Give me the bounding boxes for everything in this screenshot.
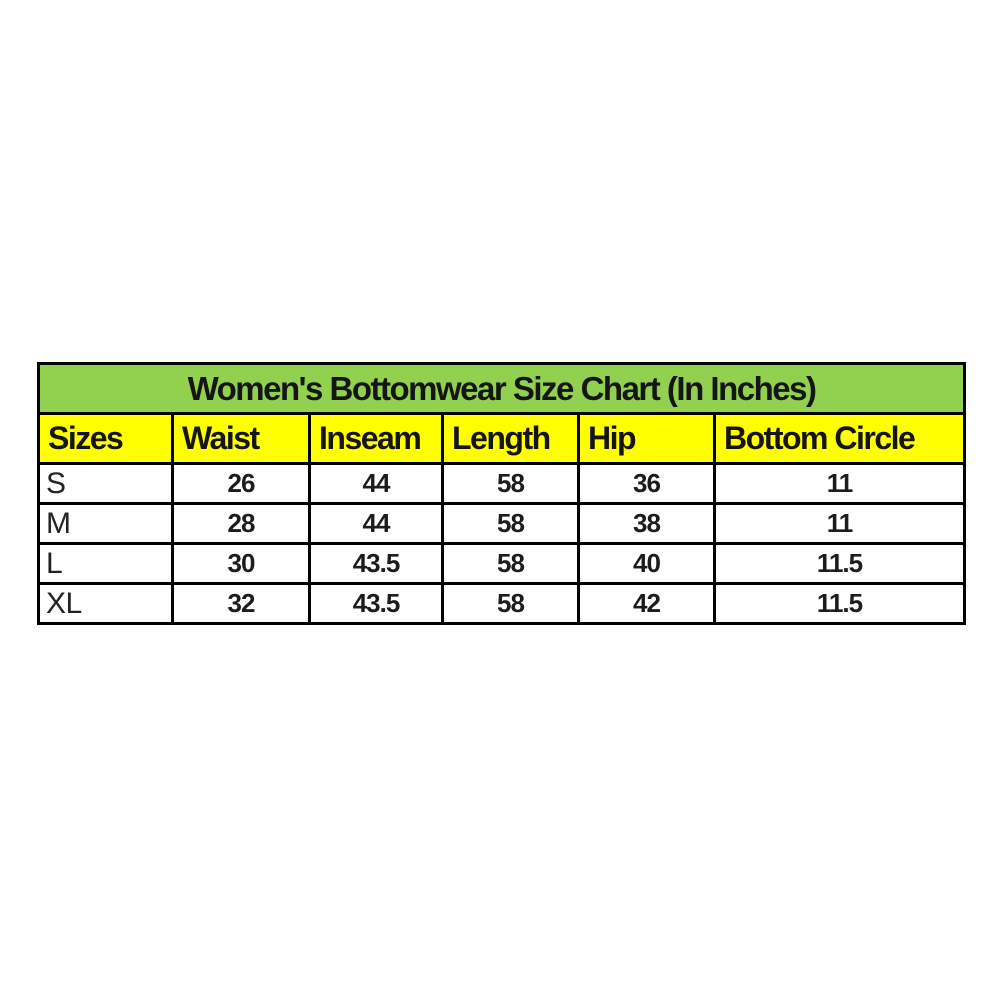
table-head	[39, 364, 965, 464]
length-value: 58	[443, 504, 579, 544]
table-title: Women's Bottomwear Size Chart (In Inches)	[39, 364, 965, 414]
waist-value: 26	[173, 464, 310, 504]
inseam-value: 43.5	[310, 544, 443, 584]
size-chart-table	[37, 362, 966, 625]
bottom-circle-value: 11.5	[715, 544, 965, 584]
header-row	[39, 414, 965, 464]
hip-value: 36	[579, 464, 715, 504]
waist-value: 30	[173, 544, 310, 584]
bottom-circle-value: 11.5	[715, 584, 965, 624]
length-value: 58	[443, 544, 579, 584]
hip-value: 38	[579, 504, 715, 544]
size-label: M	[39, 504, 173, 544]
hip-value: 42	[579, 584, 715, 624]
inseam-value: 43.5	[310, 584, 443, 624]
inseam-value: 44	[310, 464, 443, 504]
waist-value: 32	[173, 584, 310, 624]
size-label: L	[39, 544, 173, 584]
waist-value: 28	[173, 504, 310, 544]
table-row-s	[39, 464, 965, 504]
col-header-bottom-circle: Bottom Circle	[715, 414, 965, 464]
col-header-sizes: Sizes	[39, 414, 173, 464]
table-row-xl	[39, 584, 965, 624]
col-header-inseam: Inseam	[310, 414, 443, 464]
hip-value: 40	[579, 544, 715, 584]
bottom-circle-value: 11	[715, 464, 965, 504]
bottom-circle-value: 11	[715, 504, 965, 544]
table-row-m	[39, 504, 965, 544]
table-body	[39, 464, 965, 624]
length-value: 58	[443, 464, 579, 504]
table-row-l	[39, 544, 965, 584]
length-value: 58	[443, 584, 579, 624]
col-header-length: Length	[443, 414, 579, 464]
size-label: S	[39, 464, 173, 504]
col-header-waist: Waist	[173, 414, 310, 464]
title-row	[39, 364, 965, 414]
inseam-value: 44	[310, 504, 443, 544]
size-label: XL	[39, 584, 173, 624]
col-header-hip: Hip	[579, 414, 715, 464]
